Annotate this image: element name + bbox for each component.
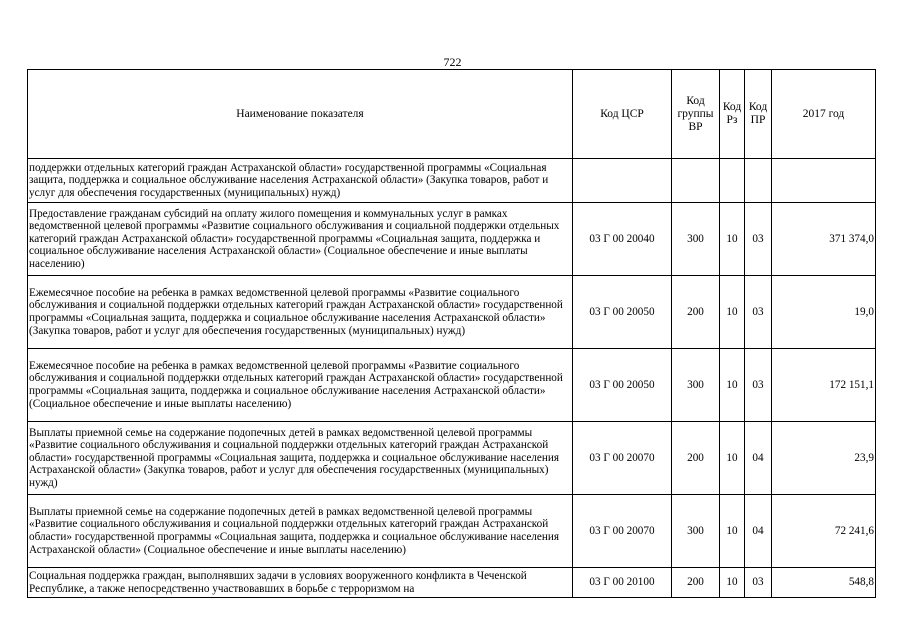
row-vr: 300: [672, 349, 720, 422]
header-pr-line2: ПР: [750, 114, 766, 126]
row-csr: 03 Г 00 20100: [573, 568, 672, 598]
row-pr: 03: [745, 276, 772, 349]
row-csr: 03 Г 00 20070: [573, 422, 672, 495]
row-vr: [672, 159, 720, 203]
header-year: 2017 год: [772, 70, 876, 159]
row-rz: 10: [720, 495, 745, 568]
row-rz: 10: [720, 349, 745, 422]
table-row: [28, 422, 876, 495]
row-vr: 300: [672, 203, 720, 276]
row-rz: 10: [720, 568, 745, 598]
header-csr: Код ЦСР: [573, 70, 672, 159]
header-vr-line1: Код: [686, 94, 705, 107]
row-rz: 10: [720, 422, 745, 495]
header-rz: [720, 70, 745, 159]
row-csr: 03 Г 00 20070: [573, 495, 672, 568]
row-pr: 03: [745, 349, 772, 422]
row-name: Социальная поддержка граждан, выполнявших задачи в условиях вооруженного конфликта в Чеченской Республике, а также непосредственно участвовавших в борьбе с терроризмом на: [28, 568, 573, 598]
row-csr: 03 Г 00 20050: [573, 349, 672, 422]
header-pr: [745, 70, 772, 159]
row-vr: 200: [672, 568, 720, 598]
table-row: [28, 568, 876, 598]
row-rz: 10: [720, 203, 745, 276]
row-vr: 300: [672, 495, 720, 568]
header-rz-line1: Код: [722, 101, 742, 113]
budget-table: [27, 69, 876, 598]
row-name: Выплаты приемной семье на содержание подопечных детей в рамках ведомственной целевой программы «Развитие социального обслуживания и социальной поддержки отдельных категорий граждан Астраханской области» государственной программы «Социальная защита, поддержка и социальное обслуживание населения Астраханской области» (Закупка товаров, работ и услуг для обеспечения государственных (муниципальных) нужд): [28, 422, 573, 495]
row-amount: 23,9: [772, 422, 876, 495]
table-row: [28, 203, 876, 276]
table-row: [28, 276, 876, 349]
row-pr: 04: [745, 422, 772, 495]
row-csr: 03 Г 00 20050: [573, 276, 672, 349]
row-rz: [720, 159, 745, 203]
row-vr: 200: [672, 422, 720, 495]
row-vr: 200: [672, 276, 720, 349]
header-vr-line2: группы: [677, 107, 714, 120]
row-amount: 19,0: [772, 276, 876, 349]
row-pr: 04: [745, 495, 772, 568]
row-pr: 03: [745, 203, 772, 276]
row-amount: 72 241,6: [772, 495, 876, 568]
row-csr: 03 Г 00 20040: [573, 203, 672, 276]
header-vr: [672, 70, 720, 159]
row-amount: 371 374,0: [772, 203, 876, 276]
header-rz-line2: Рз: [726, 114, 738, 126]
row-name: поддержки отдельных категорий граждан Астраханской области» государственной программы «Социальная защита, поддержка и социальное обслуживание населения Астраханской области» (Закупка товаров, работ и услуг для обеспечения государственных (муниципальных) нужд): [28, 159, 573, 203]
header-name: Наименование показателя: [28, 70, 573, 159]
header-vr-line3: ВР: [688, 120, 703, 133]
row-amount: 172 151,1: [772, 349, 876, 422]
row-name: Выплаты приемной семье на содержание подопечных детей в рамках ведомственной целевой программы «Развитие социального обслуживания и социальной поддержки отдельных категорий граждан Астраханской области» государственной программы «Социальная защита, поддержка и социальное обслуживание населения Астраханской области» (Социальное обеспечение и иные выплаты населению): [28, 495, 573, 568]
header-pr-line1: Код: [748, 101, 768, 113]
table-row: [28, 159, 876, 203]
row-name: Ежемесячное пособие на ребенка в рамках ведомственной целевой программы «Развитие социального обслуживания и социальной поддержки отдельных категорий граждан Астраханской области» государственной программы «Социальная защита, поддержка и социальное обслуживание населения Астраханской области» (Социальное обеспечение и иные выплаты населению): [28, 349, 573, 422]
table-row: [28, 495, 876, 568]
row-name: Предоставление гражданам субсидий на оплату жилого помещения и коммунальных услуг в рамках ведомственной целевой программы «Развитие социального обслуживания и социальной поддержки отдельных категорий граждан Астраханской области» государственной программы «Социальная защита, поддержка и социальное обслуживание населения Астраханской области» (Социальное обеспечение и иные выплаты населению): [28, 203, 573, 276]
page-number: 722: [443, 55, 462, 69]
table-row: [28, 349, 876, 422]
row-name: Ежемесячное пособие на ребенка в рамках ведомственной целевой программы «Развитие социального обслуживания и социальной поддержки отдельных категорий граждан Астраханской области» государственной программы «Социальная защита, поддержка и социальное обслуживание населения Астраханской области» (Закупка товаров, работ и услуг для обеспечения государственных (муниципальных) нужд): [28, 276, 573, 349]
row-pr: 03: [745, 568, 772, 598]
row-amount: [772, 159, 876, 203]
row-pr: [745, 159, 772, 203]
row-amount: 548,8: [772, 568, 876, 598]
row-csr: [573, 159, 672, 203]
row-rz: 10: [720, 276, 745, 349]
table-header-row: [28, 70, 876, 159]
